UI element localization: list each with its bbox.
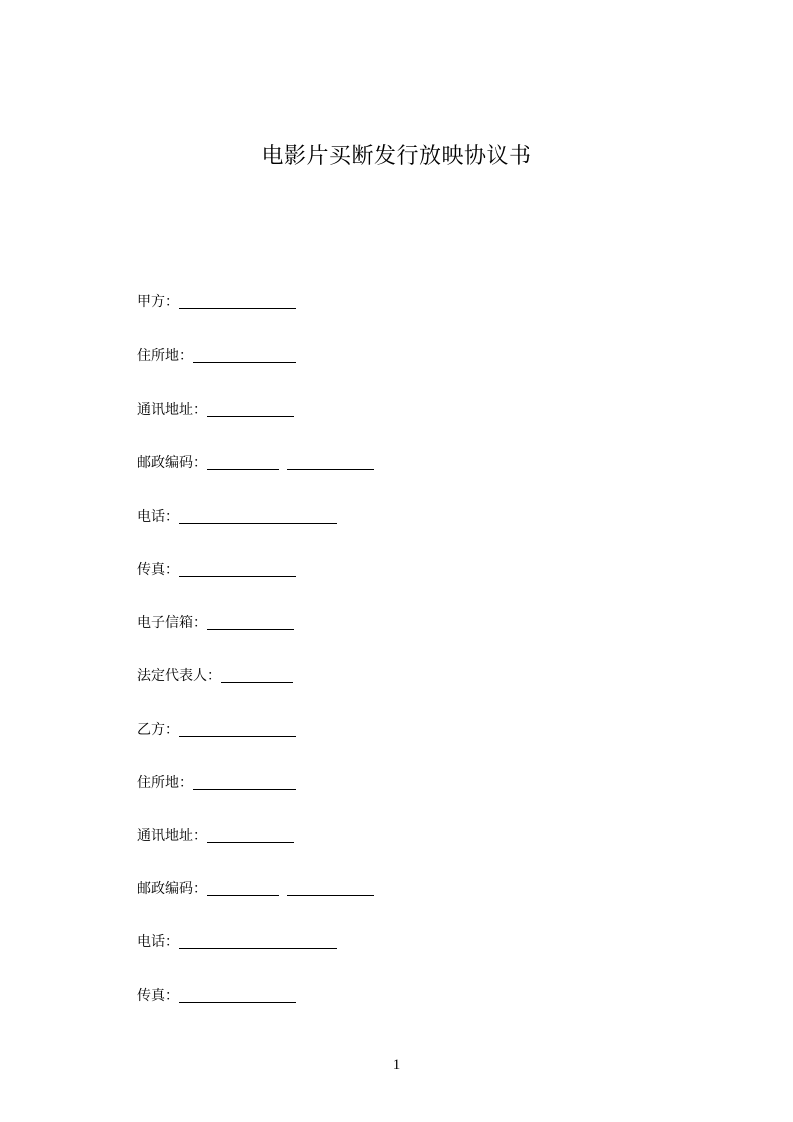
- party-b-fax-field: [137, 984, 296, 1006]
- party-a-name-label: 甲方：: [137, 294, 179, 310]
- party-b-fax-blank: [179, 1001, 296, 1003]
- party-a-postal-code-blank-1: [207, 468, 279, 470]
- party-b-postal-code-blank-1: [207, 894, 279, 896]
- party-a-fax-blank: [179, 575, 296, 577]
- party-b-postal-code-blank-2: [287, 894, 374, 896]
- party-b-postal-code-field: [137, 877, 374, 899]
- party-b-name-field: [137, 718, 296, 740]
- party-b-address-blank: [193, 788, 296, 790]
- party-b-address-field: [137, 771, 296, 793]
- party-b-fax-label: 传真：: [137, 988, 179, 1004]
- party-b-mailing-address-label: 通讯地址：: [137, 828, 207, 844]
- party-a-email-label: 电子信箱：: [137, 615, 207, 631]
- party-b-name-label: 乙方：: [137, 722, 179, 738]
- party-b-mailing-address-blank: [207, 841, 294, 843]
- party-a-name-field: [137, 290, 296, 312]
- party-a-phone-field: [137, 505, 337, 527]
- party-a-address-label: 住所地：: [137, 348, 193, 364]
- party-a-name-blank: [179, 307, 296, 309]
- party-a-postal-code-label: 邮政编码：: [137, 455, 207, 471]
- party-a-phone-blank: [179, 522, 337, 524]
- party-b-mailing-address-field: [137, 824, 294, 846]
- party-a-mailing-address-field: [137, 398, 294, 420]
- party-a-postal-code-blank-2: [287, 468, 374, 470]
- party-a-mailing-address-label: 通讯地址：: [137, 402, 207, 418]
- party-a-address-field: [137, 344, 296, 366]
- party-a-mailing-address-blank: [207, 415, 294, 417]
- party-a-phone-label: 电话：: [137, 509, 179, 525]
- party-a-legal-rep-blank: [221, 681, 293, 683]
- party-a-postal-code-field: [137, 451, 374, 473]
- party-a-legal-rep-field: [137, 664, 293, 686]
- party-a-email-blank: [207, 628, 294, 630]
- page-number: 1: [392, 1057, 401, 1073]
- party-a-legal-rep-label: 法定代表人：: [137, 668, 221, 684]
- party-b-phone-label: 电话：: [137, 934, 179, 950]
- party-a-fax-field: [137, 558, 296, 580]
- party-a-email-field: [137, 611, 294, 633]
- party-a-address-blank: [193, 361, 296, 363]
- party-b-address-label: 住所地：: [137, 775, 193, 791]
- party-b-name-blank: [179, 735, 296, 737]
- party-a-fax-label: 传真：: [137, 562, 179, 578]
- document-title: 电影片买断发行放映协议书: [261, 144, 532, 169]
- party-b-postal-code-label: 邮政编码：: [137, 881, 207, 897]
- party-b-phone-blank: [179, 947, 337, 949]
- party-b-phone-field: [137, 930, 337, 952]
